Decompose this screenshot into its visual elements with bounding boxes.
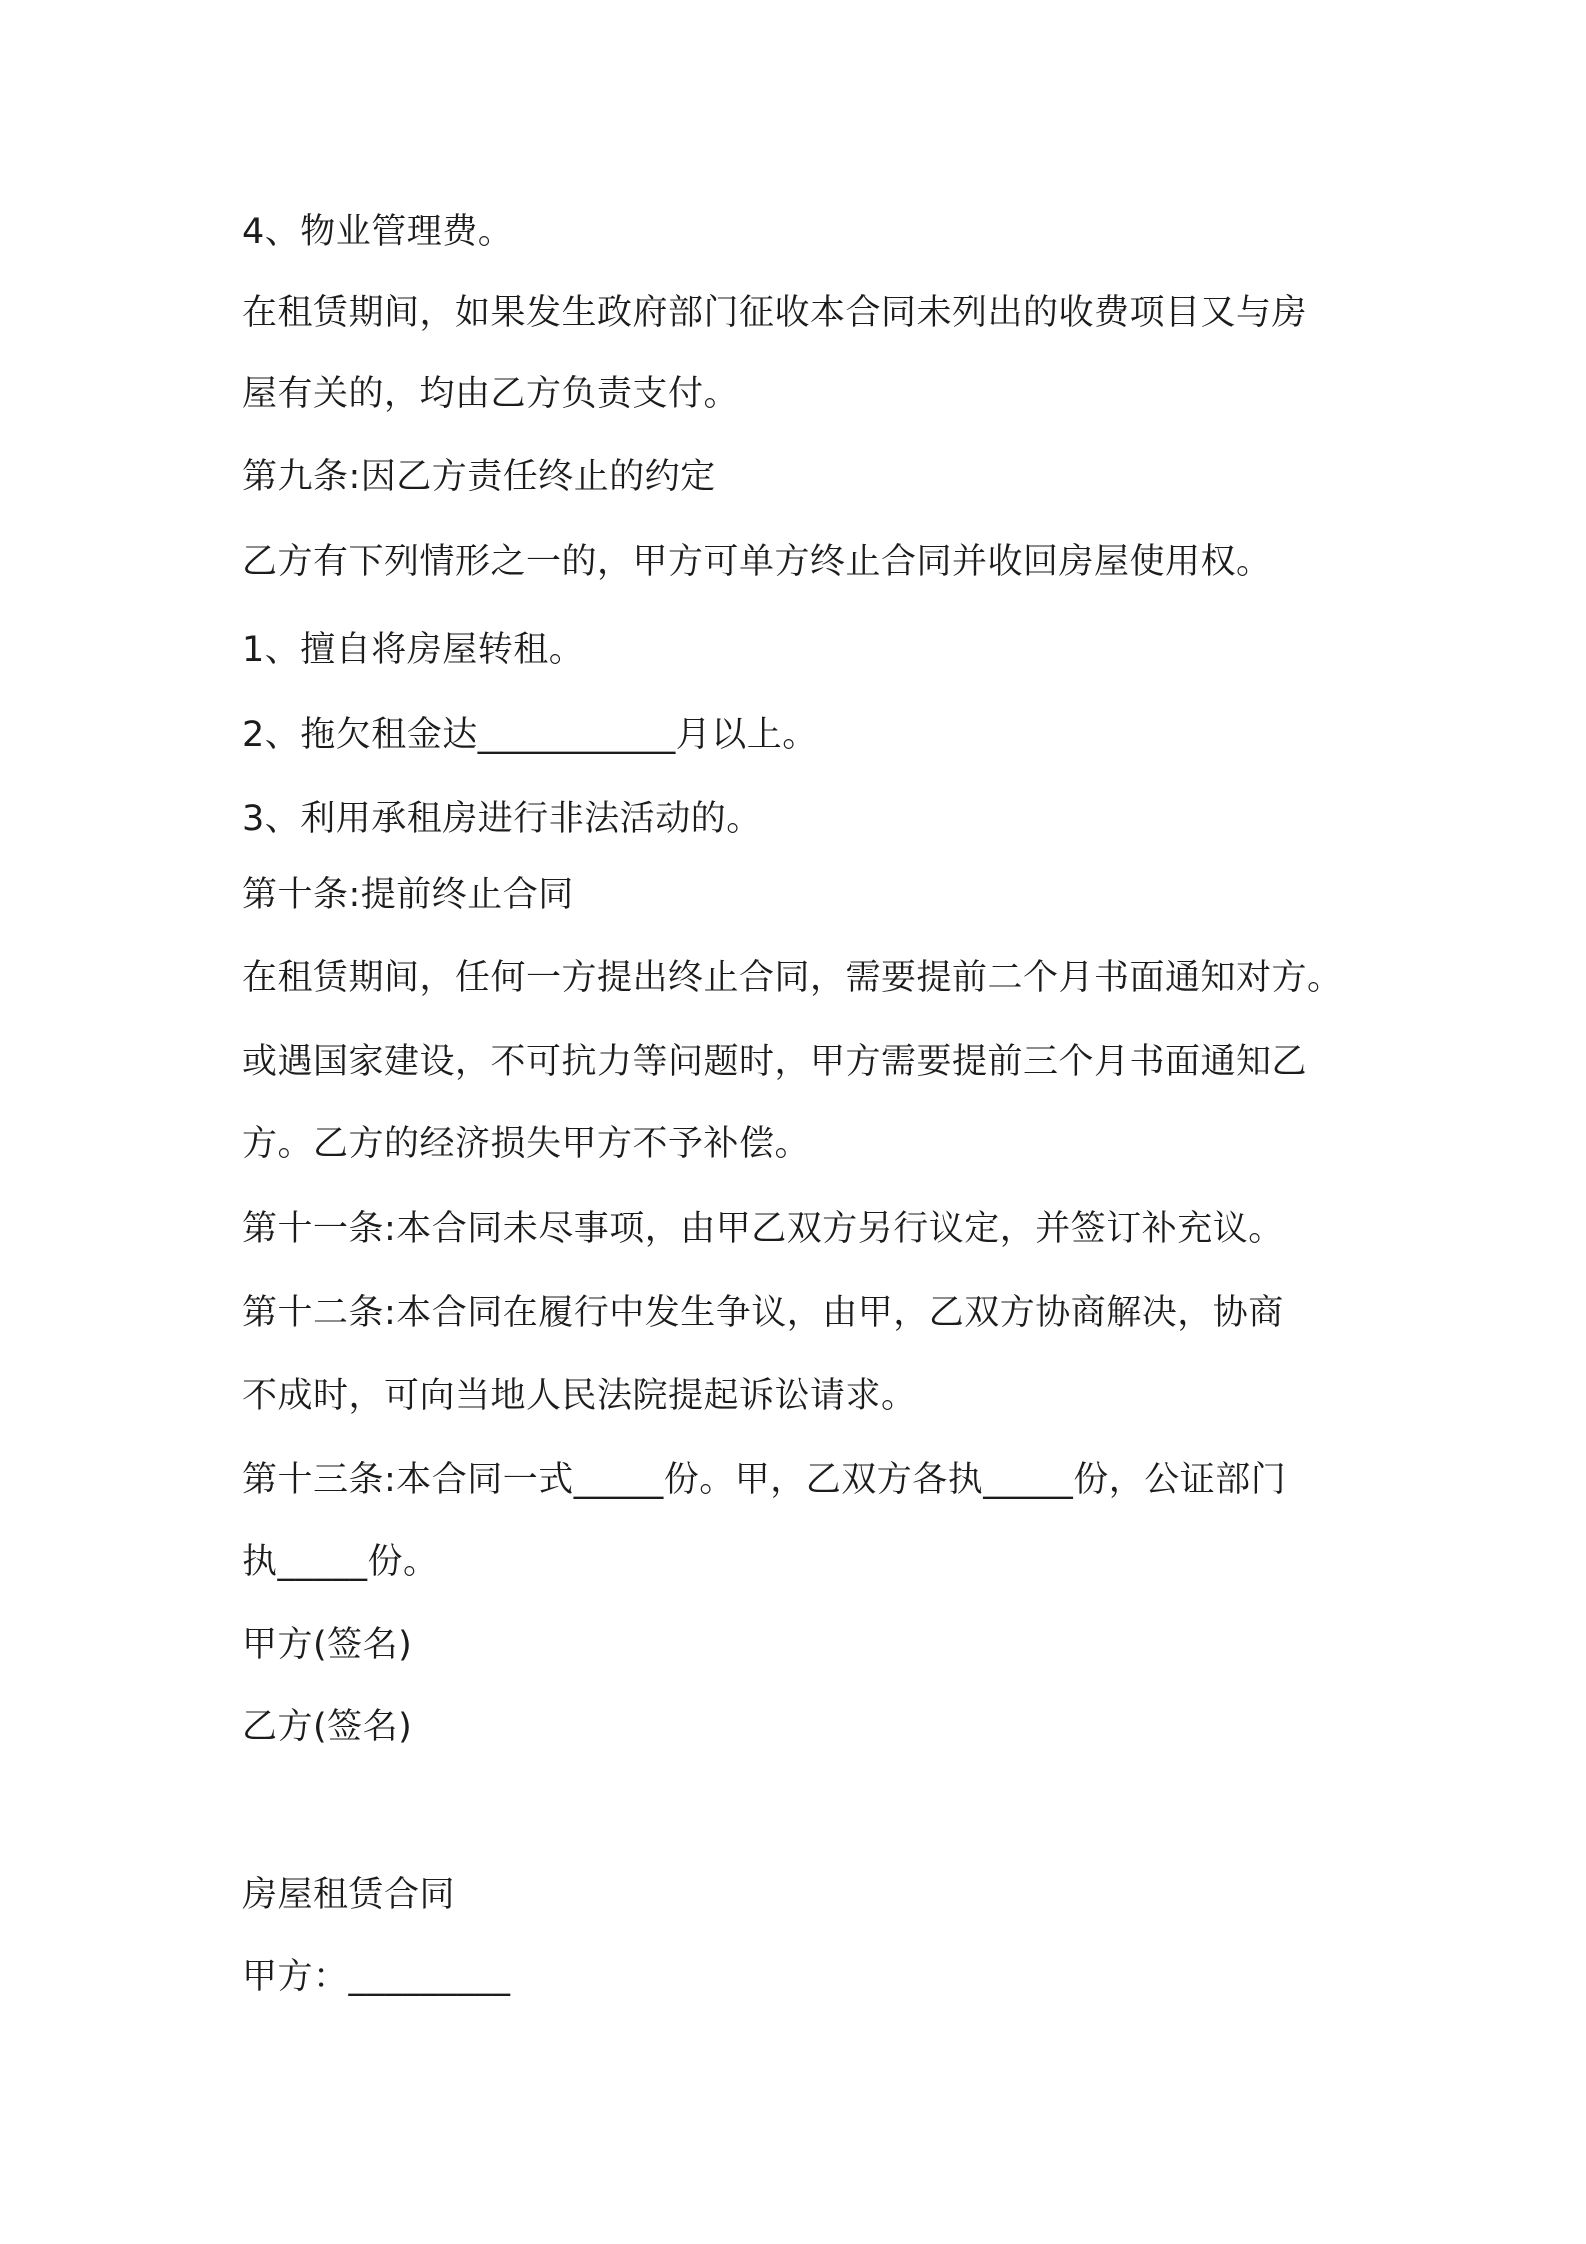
clause-12-line-1: 第十二条:本合同在履行中发生争议，由甲，乙双方协商解决，协商 <box>242 1293 1284 1333</box>
item-4-property-fee: 4、物业管理费。 <box>242 212 514 252</box>
clause-9-item-2: 2、拖欠租金达___________月以上。 <box>242 715 818 755</box>
party-a-field: 甲方：_________ <box>242 1957 511 1997</box>
clause-13-line-2: 执_____份。 <box>242 1542 439 1582</box>
clause-8-text-line-2: 屋有关的，均由乙方负责支付。 <box>242 374 740 414</box>
clause-9-item-1: 1、擅自将房屋转租。 <box>242 630 585 670</box>
clause-9-item-3: 3、利用承租房进行非法活动的。 <box>242 799 762 839</box>
party-b-signature: 乙方(签名) <box>242 1707 413 1747</box>
clause-11: 第十一条:本合同未尽事项，由甲乙双方另行议定，并签订补充议。 <box>242 1209 1284 1249</box>
clause-10-text-line-3: 方。乙方的经济损失甲方不予补偿。 <box>242 1124 811 1164</box>
clause-10-text-line-1: 在租赁期间，任何一方提出终止合同，需要提前二个月书面通知对方。 <box>242 958 1343 998</box>
clause-10-text-line-2: 或遇国家建设，不可抗力等问题时，甲方需要提前三个月书面通知乙 <box>242 1042 1308 1082</box>
clause-9-heading: 第九条:因乙方责任终止的约定 <box>242 457 716 497</box>
party-a-signature: 甲方(签名) <box>242 1625 413 1665</box>
clause-10-heading: 第十条:提前终止合同 <box>242 875 574 915</box>
clause-9-text: 乙方有下列情形之一的，甲方可单方终止合同并收回房屋使用权。 <box>242 542 1272 582</box>
clause-13-line-1: 第十三条:本合同一式_____份。甲，乙双方各执_____份，公证部门 <box>242 1460 1287 1500</box>
clause-12-line-2: 不成时，可向当地人民法院提起诉讼请求。 <box>242 1376 917 1416</box>
clause-8-text-line-1: 在租赁期间，如果发生政府部门征收本合同未列出的收费项目又与房 <box>242 293 1308 333</box>
contract-title: 房屋租赁合同 <box>242 1875 456 1915</box>
